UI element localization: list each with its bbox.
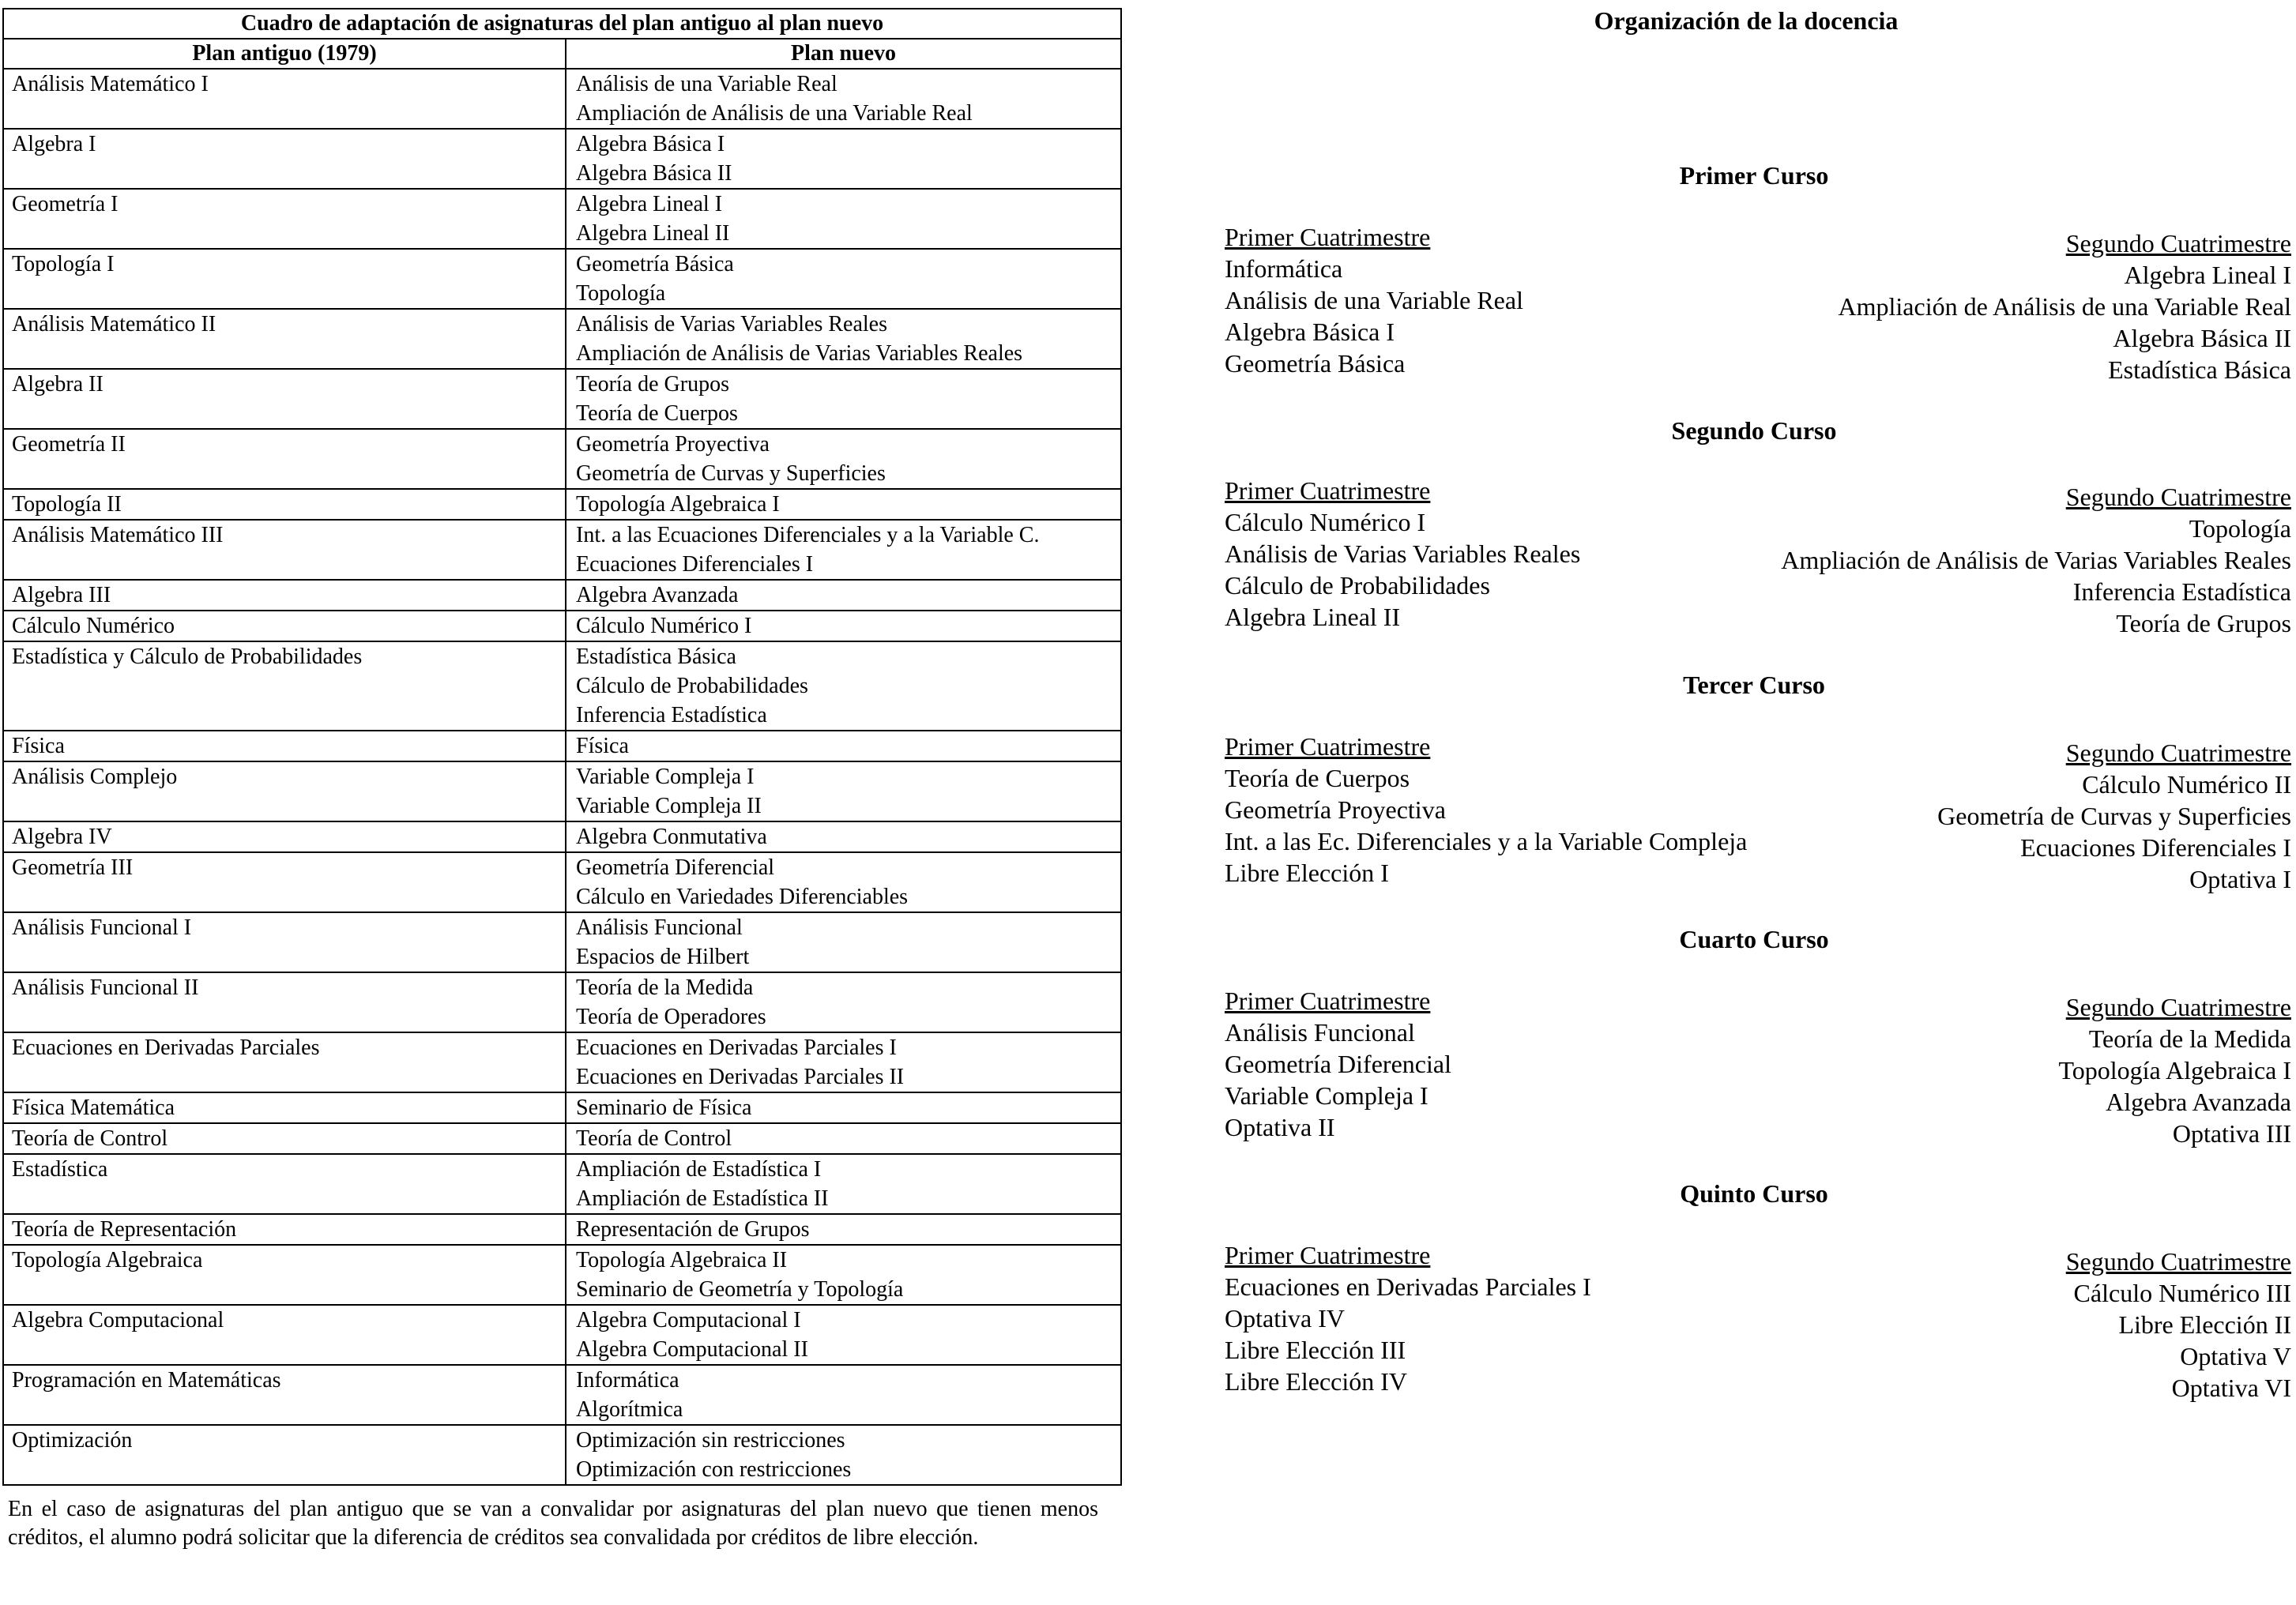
plan-nuevo-subject: Ampliación de Estadística II bbox=[576, 1186, 829, 1211]
table-row bbox=[3, 972, 1121, 1032]
curso-section bbox=[1217, 413, 2291, 666]
cuatrimestre-header: Primer Cuatrimestre bbox=[1225, 987, 1431, 1015]
plan-antiguo-subject: Algebra I bbox=[12, 132, 96, 156]
table-row bbox=[3, 1245, 1121, 1305]
cuatrimestre-header: Primer Cuatrimestre bbox=[1225, 476, 1431, 505]
plan-nuevo-subject: Teoría de Control bbox=[576, 1126, 732, 1151]
primer-cuatrimestre bbox=[1225, 475, 1580, 633]
column-header-old-plan: Plan antiguo (1979) bbox=[3, 39, 566, 69]
plan-nuevo-subject: Algorítmica bbox=[576, 1397, 683, 1422]
plan-nuevo-cell bbox=[566, 369, 1121, 429]
curso-title: Tercer Curso bbox=[1683, 671, 1825, 699]
plan-nuevo-subject: Seminario de Geometría y Topología bbox=[576, 1277, 904, 1302]
segundo-cuatrimestre bbox=[2066, 1246, 2291, 1404]
plan-nuevo-subject: Teoría de Cuerpos bbox=[576, 401, 738, 426]
plan-nuevo-cell bbox=[566, 429, 1121, 489]
table-row bbox=[3, 1365, 1121, 1425]
plan-antiguo-cell bbox=[3, 1123, 566, 1154]
plan-nuevo-subject: Seminario de Física bbox=[576, 1096, 752, 1120]
table-body bbox=[3, 69, 1121, 1485]
table-row bbox=[3, 129, 1121, 189]
segundo-cuatrimestre bbox=[1839, 227, 2291, 385]
cuatrimestre-header: Primer Cuatrimestre bbox=[1225, 732, 1431, 761]
subject: Teoría de Cuerpos bbox=[1225, 764, 1410, 792]
cuatrimestre-header: Segundo Cuatrimestre bbox=[2065, 739, 2291, 767]
plan-nuevo-cell bbox=[566, 611, 1121, 641]
segundo-cuatrimestre bbox=[1937, 737, 2291, 895]
subject: Estadística Básica bbox=[2108, 355, 2291, 384]
cuatrimestre-header: Primer Cuatrimestre bbox=[1225, 1241, 1431, 1269]
primer-cuatrimestre bbox=[1225, 985, 1451, 1143]
footnote: En el caso de asignaturas del plan antiguo que se van a convalidar por asignaturas del plan nuevo que tienen menos créditos, el alumno podrá solicitar que la diferencia de créditos sea convalidada por créditos de libre elección. bbox=[8, 1497, 1098, 1550]
plan-antiguo-cell bbox=[3, 731, 566, 761]
primer-cuatrimestre bbox=[1225, 221, 1523, 379]
plan-nuevo-subject: Algebra Básica II bbox=[576, 161, 732, 186]
subject: Optativa V bbox=[2180, 1342, 2291, 1370]
table-row bbox=[3, 580, 1121, 611]
primer-cuatrimestre bbox=[1225, 1239, 1591, 1397]
subject: Análisis de una Variable Real bbox=[1225, 286, 1523, 314]
table-row bbox=[3, 821, 1121, 852]
plan-nuevo-cell bbox=[566, 1092, 1121, 1123]
plan-nuevo-subject: Cálculo de Probabilidades bbox=[576, 674, 808, 698]
column-header-new-plan: Plan nuevo bbox=[566, 39, 1121, 69]
plan-nuevo-subject: Inferencia Estadística bbox=[576, 703, 767, 727]
plan-antiguo-cell bbox=[3, 912, 566, 972]
plan-nuevo-subject: Ampliación de Análisis de una Variable Real bbox=[576, 101, 973, 126]
table-row bbox=[3, 852, 1121, 912]
plan-nuevo-cell bbox=[566, 731, 1121, 761]
organizacion-title: Organización de la docencia bbox=[1594, 6, 1899, 35]
plan-antiguo-cell bbox=[3, 580, 566, 611]
table-row bbox=[3, 1214, 1121, 1245]
subject: Algebra Básica I bbox=[1225, 318, 1395, 346]
table-row bbox=[3, 69, 1121, 129]
plan-nuevo-cell bbox=[566, 1365, 1121, 1425]
curso-title: Segundo Curso bbox=[1671, 416, 1837, 445]
plan-nuevo-cell bbox=[566, 1305, 1121, 1365]
plan-antiguo-subject: Teoría de Control bbox=[12, 1126, 168, 1151]
plan-antiguo-cell bbox=[3, 852, 566, 912]
subject: Teoría de Grupos bbox=[2116, 609, 2291, 637]
plan-nuevo-subject: Teoría de la Medida bbox=[576, 975, 754, 1000]
plan-antiguo-subject: Algebra IV bbox=[12, 825, 112, 849]
plan-antiguo-cell bbox=[3, 821, 566, 852]
plan-nuevo-subject: Algebra Avanzada bbox=[576, 583, 739, 607]
cuatrimestre-header: Segundo Cuatrimestre bbox=[2065, 483, 2291, 511]
plan-antiguo-cell bbox=[3, 1214, 566, 1245]
curso-title: Quinto Curso bbox=[1680, 1179, 1828, 1208]
plan-antiguo-subject: Optimización bbox=[12, 1428, 133, 1453]
plan-antiguo-cell bbox=[3, 611, 566, 641]
plan-nuevo-cell bbox=[566, 249, 1121, 309]
plan-antiguo-subject: Análisis Matemático III bbox=[12, 523, 224, 547]
plan-nuevo-subject: Optimización sin restricciones bbox=[576, 1428, 845, 1453]
table-row bbox=[3, 912, 1121, 972]
curso-title: Cuarto Curso bbox=[1679, 925, 1829, 953]
subject: Optativa VI bbox=[2171, 1374, 2291, 1402]
plan-nuevo-cell bbox=[566, 1032, 1121, 1092]
plan-antiguo-cell bbox=[3, 69, 566, 129]
subject: Geometría Diferencial bbox=[1225, 1050, 1451, 1078]
table-row bbox=[3, 489, 1121, 520]
table-row bbox=[3, 1092, 1121, 1123]
plan-nuevo-cell bbox=[566, 852, 1121, 912]
plan-nuevo-subject: Ecuaciones en Derivadas Parciales II bbox=[576, 1065, 905, 1089]
plan-antiguo-subject: Física bbox=[12, 734, 65, 758]
plan-antiguo-subject: Teoría de Representación bbox=[12, 1217, 237, 1242]
plan-antiguo-cell bbox=[3, 520, 566, 580]
adaptation-table bbox=[2, 8, 1122, 1486]
subject: Algebra Avanzada bbox=[2106, 1088, 2291, 1116]
plan-nuevo-subject: Análisis de Varias Variables Reales bbox=[576, 312, 887, 336]
subject: Libre Elección I bbox=[1225, 859, 1389, 887]
plan-nuevo-subject: Topología bbox=[576, 281, 666, 306]
subject: Inferencia Estadística bbox=[2072, 577, 2291, 606]
plan-antiguo-subject: Estadística bbox=[12, 1157, 108, 1182]
plan-nuevo-subject: Topología Algebraica I bbox=[576, 492, 780, 517]
table-row bbox=[3, 1425, 1121, 1485]
plan-nuevo-subject: Informática bbox=[576, 1368, 679, 1393]
table-row bbox=[3, 309, 1121, 369]
subject: Geometría Básica bbox=[1225, 349, 1406, 378]
plan-nuevo-subject: Análisis de una Variable Real bbox=[576, 72, 837, 96]
plan-nuevo-subject: Cálculo Numérico I bbox=[576, 614, 752, 638]
plan-antiguo-subject: Geometría III bbox=[12, 855, 134, 880]
cuatrimestre-header: Segundo Cuatrimestre bbox=[2065, 1247, 2291, 1276]
subject: Int. a las Ec. Diferenciales y a la Variable Compleja bbox=[1225, 827, 1748, 855]
plan-antiguo-subject: Topología I bbox=[12, 252, 115, 276]
plan-antiguo-cell bbox=[3, 309, 566, 369]
table-row bbox=[3, 641, 1121, 731]
plan-antiguo-subject: Geometría II bbox=[12, 432, 126, 457]
plan-nuevo-cell bbox=[566, 1214, 1121, 1245]
subject: Ampliación de Análisis de Varias Variables Reales bbox=[1781, 546, 2291, 574]
plan-nuevo-cell bbox=[566, 129, 1121, 189]
plan-nuevo-cell bbox=[566, 972, 1121, 1032]
segundo-cuatrimestre bbox=[1781, 481, 2291, 639]
plan-antiguo-subject: Algebra III bbox=[12, 583, 111, 607]
plan-nuevo-subject: Geometría Diferencial bbox=[576, 855, 775, 880]
plan-nuevo-subject: Representación de Grupos bbox=[576, 1217, 810, 1242]
plan-antiguo-subject: Geometría I bbox=[12, 192, 119, 216]
subject: Optativa I bbox=[2189, 865, 2291, 893]
subject: Libre Elección III bbox=[1225, 1336, 1406, 1364]
subject: Ampliación de Análisis de una Variable Real bbox=[1838, 292, 2291, 321]
plan-nuevo-cell bbox=[566, 1123, 1121, 1154]
plan-nuevo-cell bbox=[566, 821, 1121, 852]
subject: Libre Elección IV bbox=[1225, 1367, 1407, 1396]
table-title: Cuadro de adaptación de asignaturas del plan antiguo al plan nuevo bbox=[3, 9, 1121, 39]
table-row bbox=[3, 1154, 1121, 1214]
plan-antiguo-cell bbox=[3, 1305, 566, 1365]
plan-antiguo-cell bbox=[3, 761, 566, 821]
plan-nuevo-subject: Algebra Conmutativa bbox=[576, 825, 767, 849]
cuatrimestre-header: Primer Cuatrimestre bbox=[1225, 223, 1431, 251]
segundo-cuatrimestre bbox=[2058, 991, 2291, 1149]
plan-nuevo-subject: Análisis Funcional bbox=[576, 915, 743, 940]
plan-antiguo-subject: Física Matemática bbox=[12, 1096, 175, 1120]
plan-antiguo-subject: Estadística y Cálculo de Probabilidades bbox=[12, 645, 363, 669]
curso-section bbox=[1217, 1176, 2291, 1429]
plan-nuevo-cell bbox=[566, 520, 1121, 580]
subject: Variable Compleja I bbox=[1225, 1081, 1428, 1110]
plan-nuevo-subject: Geometría de Curvas y Superficies bbox=[576, 461, 886, 486]
plan-nuevo-subject: Teoría de Grupos bbox=[576, 372, 729, 397]
plan-antiguo-subject: Cálculo Numérico bbox=[12, 614, 175, 638]
table-row bbox=[3, 249, 1121, 309]
curso-section bbox=[1217, 667, 2291, 920]
subject: Teoría de la Medida bbox=[2088, 1024, 2291, 1053]
plan-antiguo-cell bbox=[3, 1092, 566, 1123]
table-row bbox=[3, 731, 1121, 761]
plan-nuevo-cell bbox=[566, 641, 1121, 731]
plan-antiguo-cell bbox=[3, 1032, 566, 1092]
plan-nuevo-cell bbox=[566, 69, 1121, 129]
plan-nuevo-cell bbox=[566, 912, 1121, 972]
plan-antiguo-subject: Programación en Matemáticas bbox=[12, 1368, 281, 1393]
plan-nuevo-cell bbox=[566, 1154, 1121, 1214]
plan-antiguo-cell bbox=[3, 489, 566, 520]
plan-antiguo-cell bbox=[3, 369, 566, 429]
plan-nuevo-subject: Ampliación de Estadística I bbox=[576, 1157, 822, 1182]
plan-nuevo-cell bbox=[566, 580, 1121, 611]
plan-nuevo-cell bbox=[566, 761, 1121, 821]
plan-nuevo-subject: Espacios de Hilbert bbox=[576, 945, 750, 969]
subject: Optativa II bbox=[1225, 1113, 1335, 1141]
plan-nuevo-cell bbox=[566, 489, 1121, 520]
plan-nuevo-subject: Algebra Computacional II bbox=[576, 1337, 808, 1362]
primer-cuatrimestre bbox=[1225, 731, 1747, 889]
table-row bbox=[3, 369, 1121, 429]
plan-antiguo-cell bbox=[3, 972, 566, 1032]
plan-antiguo-subject: Análisis Matemático I bbox=[12, 72, 209, 96]
plan-nuevo-subject: Algebra Lineal II bbox=[576, 221, 730, 246]
plan-antiguo-subject: Topología Algebraica bbox=[12, 1248, 203, 1272]
curso-section bbox=[1217, 158, 2291, 411]
subject: Análisis de Varias Variables Reales bbox=[1225, 539, 1581, 568]
table-row bbox=[3, 761, 1121, 821]
plan-antiguo-subject: Algebra Computacional bbox=[12, 1308, 224, 1332]
plan-nuevo-cell bbox=[566, 1425, 1121, 1485]
curso-title: Primer Curso bbox=[1679, 161, 1829, 190]
subject: Ecuaciones en Derivadas Parciales I bbox=[1225, 1272, 1591, 1301]
plan-nuevo-subject: Variable Compleja I bbox=[576, 765, 755, 789]
subject: Cálculo Numérico II bbox=[2082, 770, 2291, 799]
plan-nuevo-subject: Topología Algebraica II bbox=[576, 1248, 788, 1272]
table-row bbox=[3, 611, 1121, 641]
subject: Topología bbox=[2189, 514, 2291, 543]
plan-nuevo-subject: Física bbox=[576, 734, 629, 758]
subject: Algebra Lineal II bbox=[1225, 603, 1401, 631]
subject: Cálculo Numérico I bbox=[1225, 508, 1426, 536]
plan-nuevo-subject: Algebra Básica I bbox=[576, 132, 725, 156]
plan-antiguo-cell bbox=[3, 1425, 566, 1485]
plan-nuevo-subject: Geometría Básica bbox=[576, 252, 734, 276]
plan-nuevo-subject: Estadística Básica bbox=[576, 645, 736, 669]
plan-antiguo-subject: Algebra II bbox=[12, 372, 104, 397]
plan-nuevo-subject: Cálculo en Variedades Diferenciables bbox=[576, 885, 909, 909]
plan-nuevo-cell bbox=[566, 309, 1121, 369]
subject: Análisis Funcional bbox=[1225, 1018, 1415, 1047]
subject: Ecuaciones Diferenciales I bbox=[2020, 833, 2291, 862]
subject: Cálculo Numérico III bbox=[2073, 1279, 2291, 1307]
table-row bbox=[3, 1305, 1121, 1365]
subject: Optativa IV bbox=[1225, 1304, 1345, 1332]
subject: Algebra Básica II bbox=[2113, 324, 2291, 352]
table-row bbox=[3, 189, 1121, 249]
plan-antiguo-cell bbox=[3, 129, 566, 189]
plan-nuevo-cell bbox=[566, 189, 1121, 249]
subject: Informática bbox=[1225, 254, 1343, 283]
table-row bbox=[3, 1123, 1121, 1154]
plan-antiguo-cell bbox=[3, 1365, 566, 1425]
plan-antiguo-cell bbox=[3, 1154, 566, 1214]
plan-antiguo-subject: Análisis Complejo bbox=[12, 765, 178, 789]
plan-nuevo-subject: Teoría de Operadores bbox=[576, 1005, 766, 1029]
subject: Geometría Proyectiva bbox=[1225, 795, 1446, 824]
plan-antiguo-cell bbox=[3, 1245, 566, 1305]
plan-nuevo-subject: Optimización con restricciones bbox=[576, 1457, 852, 1482]
plan-antiguo-subject: Análisis Funcional I bbox=[12, 915, 192, 940]
plan-nuevo-cell bbox=[566, 1245, 1121, 1305]
plan-nuevo-subject: Ecuaciones en Derivadas Parciales I bbox=[576, 1036, 897, 1060]
plan-antiguo-cell bbox=[3, 189, 566, 249]
plan-antiguo-subject: Análisis Funcional II bbox=[12, 975, 199, 1000]
subject: Libre Elección II bbox=[2118, 1310, 2291, 1339]
plan-antiguo-cell bbox=[3, 641, 566, 731]
subject: Algebra Lineal I bbox=[2124, 261, 2291, 289]
curso-section bbox=[1217, 922, 2291, 1175]
cuatrimestre-header: Segundo Cuatrimestre bbox=[2065, 993, 2291, 1021]
plan-antiguo-subject: Ecuaciones en Derivadas Parciales bbox=[12, 1036, 320, 1060]
plan-nuevo-subject: Algebra Lineal I bbox=[576, 192, 723, 216]
plan-nuevo-subject: Algebra Computacional I bbox=[576, 1308, 801, 1332]
table-row bbox=[3, 429, 1121, 489]
plan-antiguo-cell bbox=[3, 249, 566, 309]
plan-nuevo-subject: Ampliación de Análisis de Varias Variables Reales bbox=[576, 341, 1023, 366]
table-row bbox=[3, 1032, 1121, 1092]
plan-nuevo-subject: Geometría Proyectiva bbox=[576, 432, 770, 457]
plan-nuevo-subject: Variable Compleja II bbox=[576, 794, 762, 818]
plan-nuevo-subject: Int. a las Ecuaciones Diferenciales y a la Variable C. bbox=[576, 523, 1040, 547]
subject: Geometría de Curvas y Superficies bbox=[1937, 802, 2291, 830]
subject: Topología Algebraica I bbox=[2058, 1056, 2291, 1084]
subject: Cálculo de Probabilidades bbox=[1225, 571, 1490, 600]
plan-nuevo-subject: Ecuaciones Diferenciales I bbox=[576, 552, 814, 577]
subject: Optativa III bbox=[2172, 1119, 2291, 1148]
plan-antiguo-subject: Topología II bbox=[12, 492, 122, 517]
plan-antiguo-subject: Análisis Matemático II bbox=[12, 312, 216, 336]
plan-antiguo-cell bbox=[3, 429, 566, 489]
cuatrimestre-header: Segundo Cuatrimestre bbox=[2065, 229, 2291, 257]
table-row bbox=[3, 520, 1121, 580]
